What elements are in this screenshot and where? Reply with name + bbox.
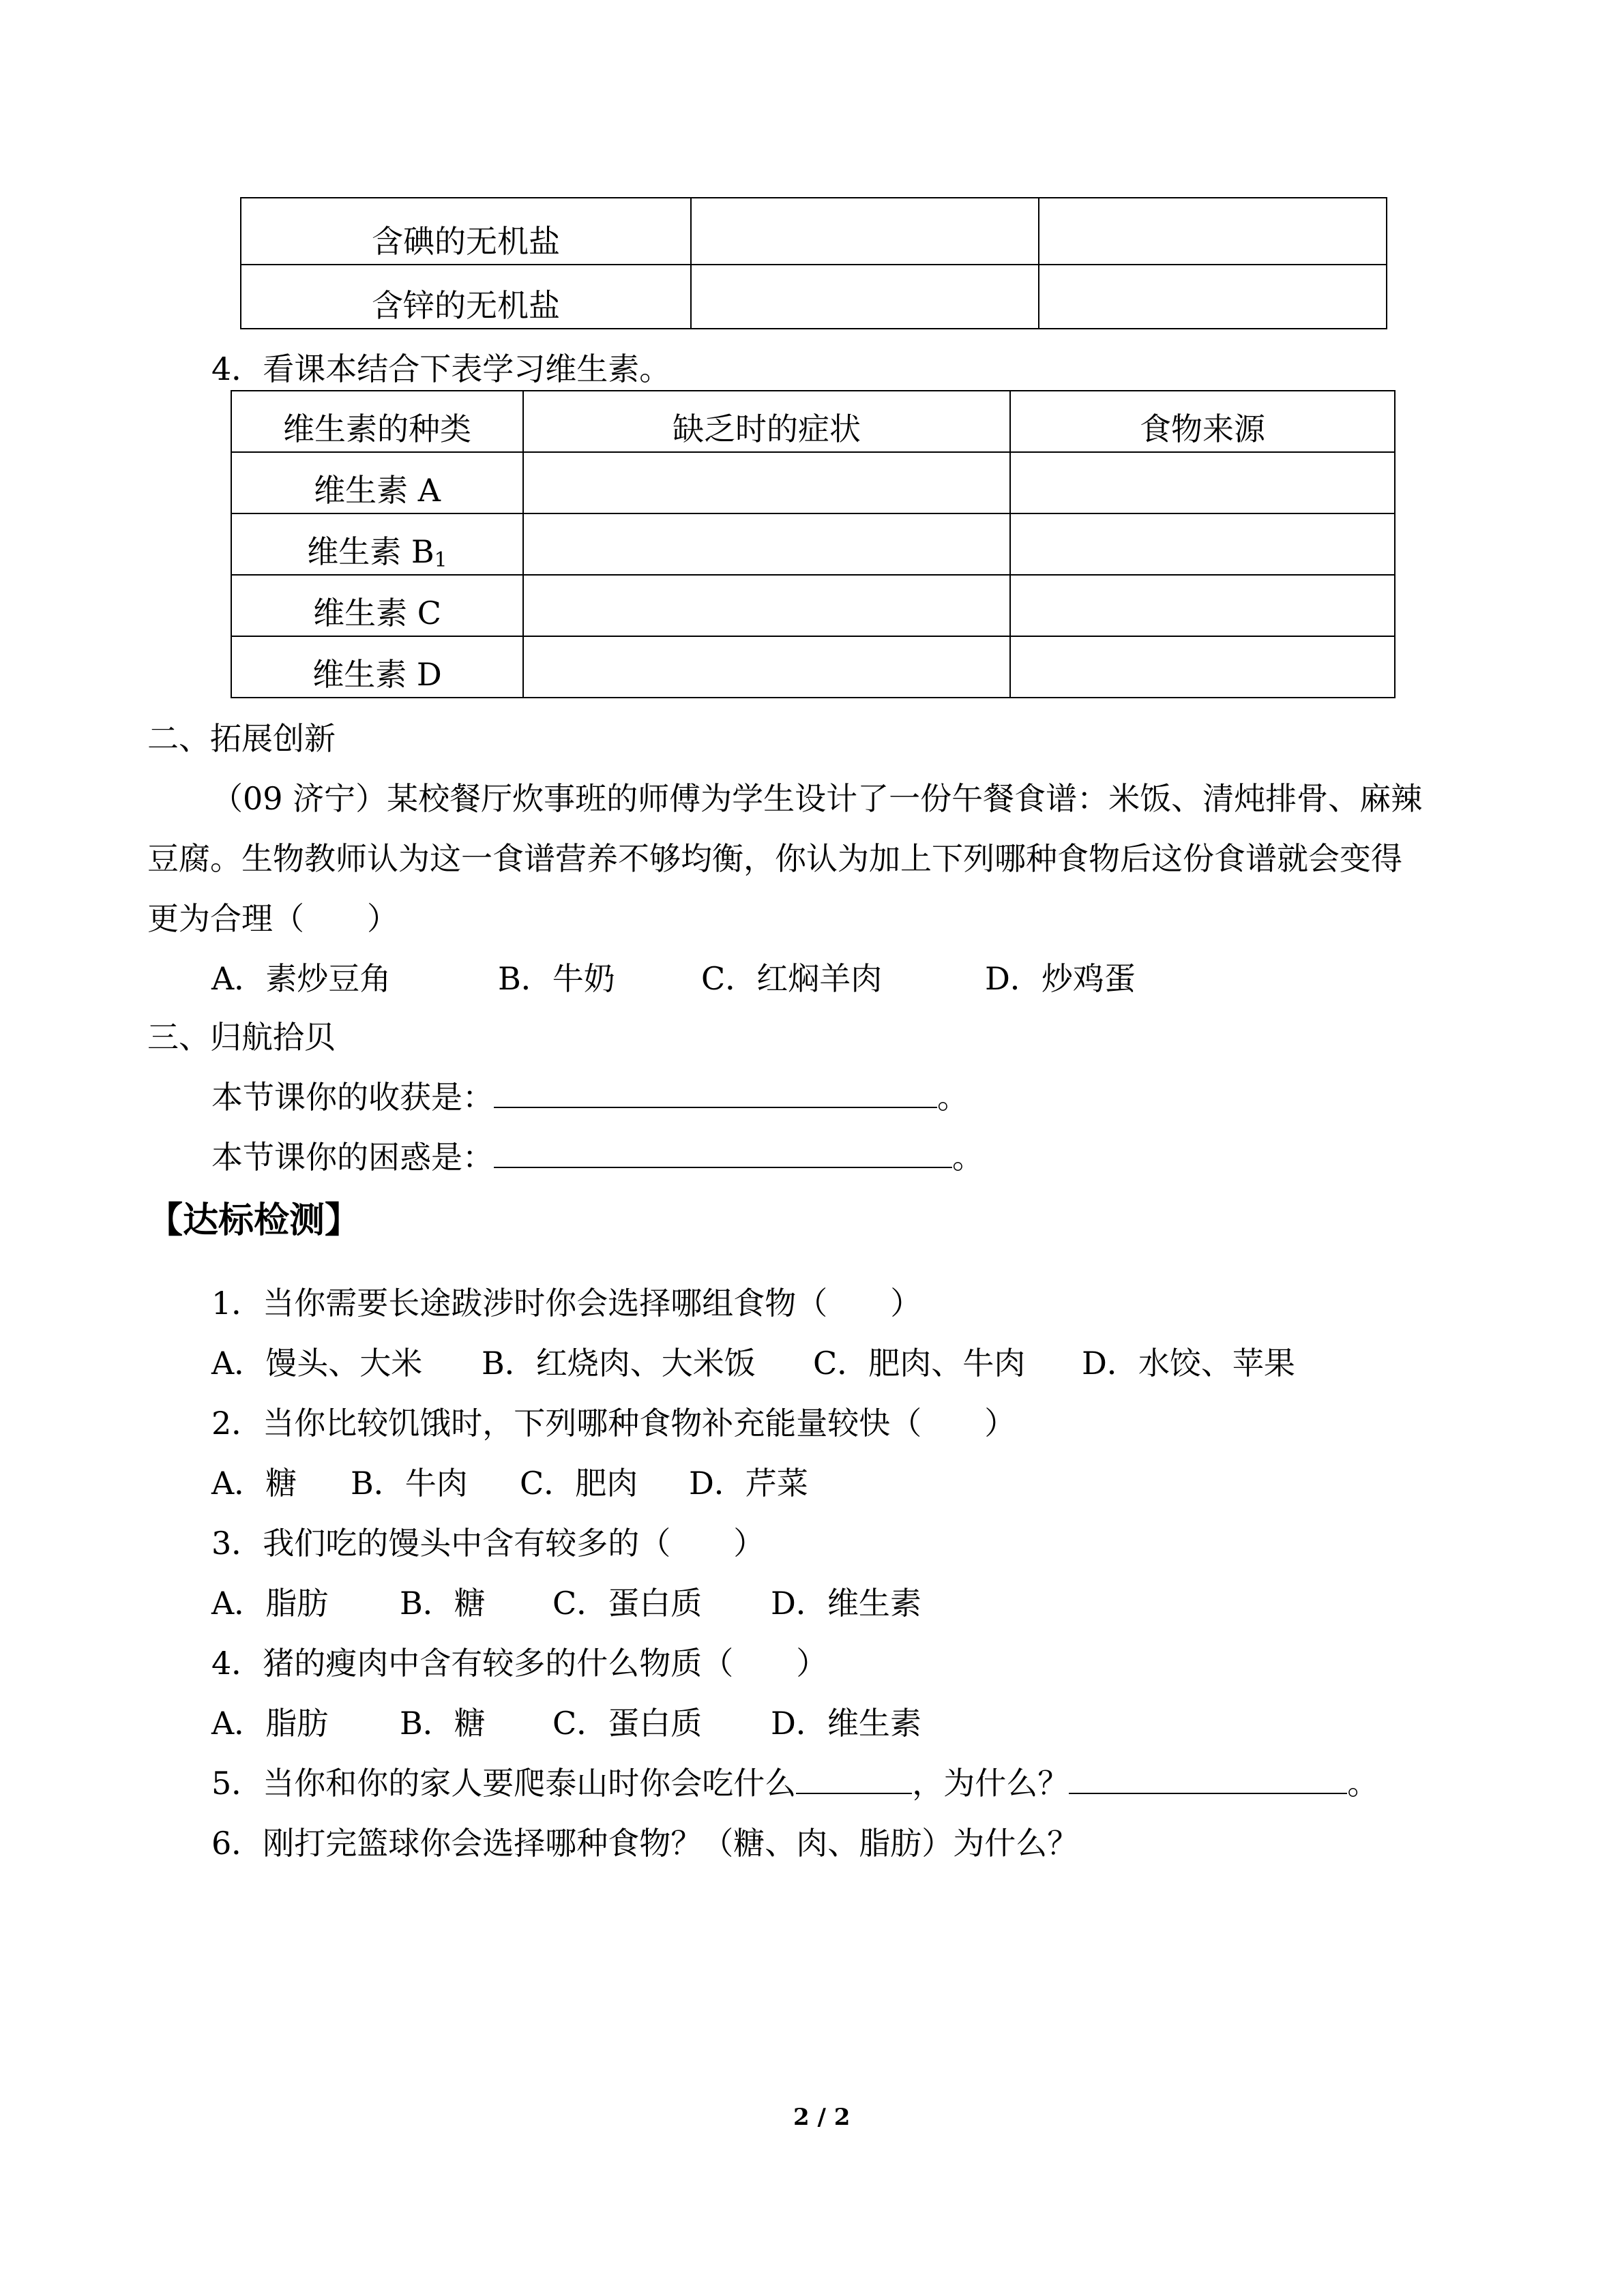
table-cell <box>1039 198 1387 265</box>
period: 。 <box>1347 1765 1379 1802</box>
mineral-table <box>240 197 1387 329</box>
table-cell <box>691 198 1039 265</box>
table-cell: 维生素 $B_1$ <box>231 513 523 575</box>
option-a: A．馒头、大米 <box>211 1345 423 1382</box>
paragraph-line: 豆腐。生物教师认为这一食谱营养不够均衡，你认为加上下列哪种食物后这份食谱就会变得 <box>147 840 1402 877</box>
option-c: C．蛋白质 <box>552 1705 703 1742</box>
table-row <box>231 636 1395 698</box>
table-cell <box>1010 513 1395 575</box>
check-heading: 【达标检测】 <box>147 1200 361 1241</box>
option-d: D．维生素 <box>771 1705 921 1742</box>
table-cell: 含碘的无机盐 <box>241 198 691 265</box>
option-b: B．糖 <box>400 1705 486 1742</box>
option-d: D．维生素 <box>771 1585 921 1622</box>
table-row <box>241 198 1387 265</box>
table-cell: 维生素 A <box>231 452 523 513</box>
question-4-label: 4．看课本结合下表学习维生素。 <box>211 351 671 387</box>
table-header-row <box>231 391 1395 452</box>
gain-label: 本节课你的收获是： <box>211 1079 494 1116</box>
table-cell: 含锌的无机盐 <box>241 265 691 329</box>
option-c: C．红焖羊肉 <box>701 960 883 997</box>
check-question-3: 3．我们吃的馒头中含有较多的（ ） <box>211 1525 765 1562</box>
answer-blank[interactable] <box>796 1792 912 1794</box>
gain-line <box>211 1079 969 1116</box>
table-cell <box>523 513 1010 575</box>
section-2-title: 二、拓展创新 <box>147 720 336 757</box>
answer-blank[interactable] <box>494 1166 952 1168</box>
answer-blank[interactable] <box>494 1106 937 1108</box>
check-question-5 <box>211 1765 1379 1802</box>
check-question-4: 4．猪的瘦肉中含有较多的什么物质（ ） <box>211 1645 828 1682</box>
option-b: B．牛奶 <box>498 960 615 997</box>
option-b: B．糖 <box>400 1585 486 1622</box>
table-cell <box>523 636 1010 698</box>
answer-blank[interactable] <box>1069 1792 1347 1794</box>
vitamin-table <box>231 390 1396 698</box>
subscript: 1 <box>434 548 447 572</box>
option-d: D．水饺、苹果 <box>1082 1345 1295 1382</box>
option-b: B．牛肉 <box>351 1465 468 1502</box>
option-a: A．脂肪 <box>211 1705 329 1742</box>
table-row <box>231 575 1395 636</box>
period: 。 <box>952 1139 984 1176</box>
table-header-cell: 缺乏时的症状 <box>523 391 1010 452</box>
question-text: 5．当你和你的家人要爬泰山时你会吃什么 <box>211 1765 797 1802</box>
table-cell <box>1039 265 1387 329</box>
check-question-1: 1．当你需要长途跋涉时你会选择哪组食物（ ） <box>211 1285 922 1322</box>
option-a: A．素炒豆角 <box>211 960 392 997</box>
option-c: C．肥肉 <box>520 1465 638 1502</box>
table-cell <box>691 265 1039 329</box>
check-question-2: 2．当你比较饥饿时，下列哪种食物补充能量较快（ ） <box>211 1405 1016 1442</box>
paragraph-line: （09 济宁）某校餐厅炊事班的师傅为学生设计了一份午餐食谱：米饭、清炖排骨、麻辣 <box>211 780 1423 817</box>
option-d: D．炒鸡蛋 <box>985 960 1136 997</box>
table-cell <box>1010 636 1395 698</box>
check-question-6: 6．刚打完篮球你会选择哪种食物？（糖、肉、脂肪）为什么？ <box>211 1825 1079 1862</box>
table-cell <box>1010 575 1395 636</box>
option-a: A．糖 <box>211 1465 297 1502</box>
table-cell <box>523 452 1010 513</box>
option-a: A．脂肪 <box>211 1585 329 1622</box>
confusion-line <box>211 1139 984 1176</box>
table-cell: 维生素 C <box>231 575 523 636</box>
table-row <box>241 265 1387 329</box>
table-header-cell: 食物来源 <box>1010 391 1395 452</box>
table-row <box>231 452 1395 513</box>
table-cell: 维生素 D <box>231 636 523 698</box>
question-text: ，为什么？ <box>912 1765 1069 1802</box>
option-c: C．蛋白质 <box>552 1585 703 1622</box>
table-cell <box>523 575 1010 636</box>
option-c: C．肥肉、牛肉 <box>813 1345 1026 1382</box>
table-header-cell: 维生素的种类 <box>231 391 523 452</box>
section-3-title: 三、归航拾贝 <box>147 1019 336 1056</box>
option-d: D．芹菜 <box>689 1465 808 1502</box>
period: 。 <box>937 1079 969 1116</box>
option-b: B．红烧肉、大米饭 <box>482 1345 756 1382</box>
paragraph-line: 更为合理（ ） <box>147 900 398 937</box>
page-number: 2 / 2 <box>793 2104 851 2131</box>
confusion-label: 本节课你的困惑是： <box>211 1139 494 1176</box>
table-cell <box>1010 452 1395 513</box>
table-row <box>231 513 1395 575</box>
